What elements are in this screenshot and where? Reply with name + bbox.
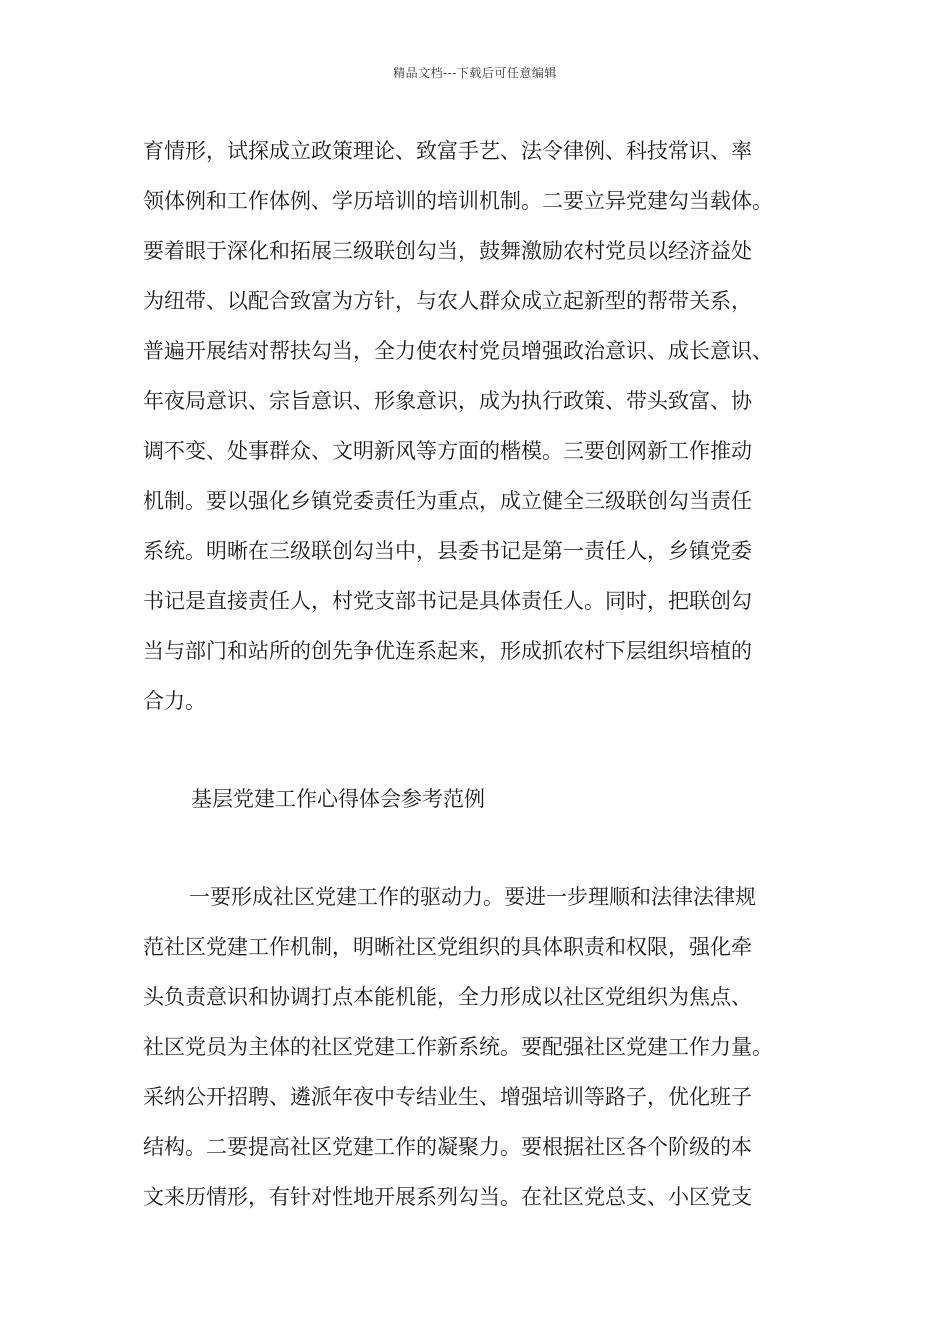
text-line: 当与部门和站所的创先争优连系起来，形成抓农村下层组织培植的 (143, 639, 752, 663)
text-line: 结构。二要提高社区党建工作的凝聚力。要根据社区各个阶级的本 (143, 1135, 752, 1159)
text-line: 头负责意识和协调打点本能机能，全力形成以社区党组织为焦点、 (143, 985, 752, 1009)
text-line: 领体例和工作体例、学历培训的培训机制。二要立异党建勾当载体。 (143, 189, 773, 213)
text-line: 范社区党建工作机制，明晰社区党组织的具体职责和权限，强化牵 (143, 935, 752, 959)
section-heading: 基层党建工作心得体会参考范例 (191, 787, 485, 811)
text-line: 一要形成社区党建工作的驱动力。要进一步理顺和法律法律规 (189, 885, 756, 909)
paragraph-block-1 (143, 126, 833, 726)
text-line: 育情形，试探成立政策理论、致富手艺、法令律例、科技常识、率 (143, 139, 752, 163)
text-line: 社区党员为主体的社区党建工作新系统。要配强社区党建工作力量。 (143, 1035, 773, 1059)
text-line: 机制。要以强化乡镇党委责任为重点，成立健全三级联创勾当责任 (143, 489, 752, 513)
paragraph-block-2 (143, 872, 833, 1222)
text-line: 普遍开展结对帮扶勾当，全力使农村党员增强政治意识、成长意识、 (143, 339, 773, 363)
text-line: 调不变、处事群众、文明新风等方面的楷模。三要创网新工作推动 (143, 439, 752, 463)
text-line: 合力。 (143, 689, 206, 713)
page-header: 精品文档---下载后可任意编辑 (393, 66, 557, 80)
text-line: 系统。明晰在三级联创勾当中，县委书记是第一责任人，乡镇党委 (143, 539, 752, 563)
text-line: 年夜局意识、宗旨意识、形象意识，成为执行政策、带头致富、协 (143, 389, 752, 413)
text-line: 采纳公开招聘、遴派年夜中专结业生、增强培训等路子，优化班子 (143, 1085, 752, 1109)
text-line: 书记是直接责任人，村党支部书记是具体责任人。同时，把联创勾 (143, 589, 752, 613)
text-line: 为纽带、以配合致富为方针，与农人群众成立起新型的帮带关系， (143, 289, 752, 313)
text-line: 要着眼于深化和拓展三级联创勾当，鼓舞激励农村党员以经济益处 (143, 239, 752, 263)
text-line: 文来历情形，有针对性地开展系列勾当。在社区党总支、小区党支 (143, 1185, 752, 1209)
